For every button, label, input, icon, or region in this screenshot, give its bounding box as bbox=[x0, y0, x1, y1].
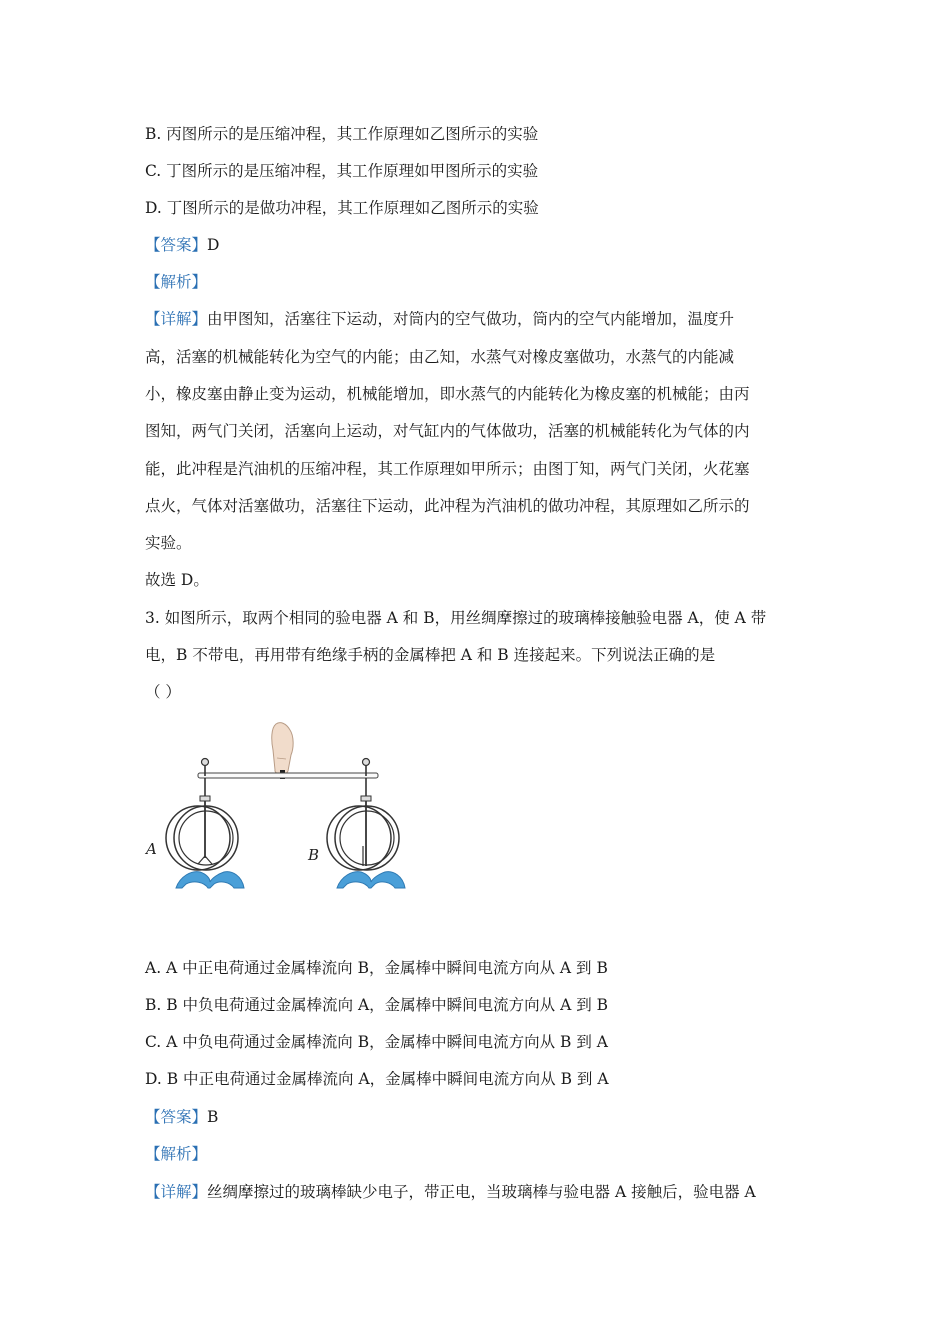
electroscope-figure bbox=[140, 718, 410, 908]
q3-option-c: C. A 中负电荷通过金属棒流向 B，金属棒中瞬间电流方向从 B 到 A bbox=[145, 1033, 608, 1051]
answer-label: 【答案】 bbox=[145, 1108, 208, 1126]
q2-option-c: C. 丁图所示的是压缩冲程，其工作原理如甲图所示的实验 bbox=[145, 162, 539, 180]
q3-stem-line: （ ） bbox=[145, 683, 181, 701]
answer-value: B bbox=[207, 1108, 219, 1126]
metal-rod bbox=[198, 773, 378, 778]
q2-detail-line: 高，活塞的机械能转化为空气的内能；由乙知，水蒸气对橡皮塞做功，水蒸气的内能减 bbox=[145, 348, 735, 366]
q2-detail-line: 点火，气体对活塞做功，活塞往下运动，此冲程为汽油机的做功冲程，其原理如乙所示的 bbox=[145, 497, 750, 515]
q2-detail-line: 实验。 bbox=[145, 534, 192, 552]
q3-option-d: D. B 中正电荷通过金属棒流向 A，金属棒中瞬间电流方向从 B 到 A bbox=[145, 1070, 609, 1088]
detail-label: 【详解】 bbox=[145, 310, 208, 328]
q3-detail-line bbox=[145, 1182, 756, 1202]
q3-option-b: B. B 中负电荷通过金属棒流向 A，金属棒中瞬间电流方向从 A 到 B bbox=[145, 996, 609, 1014]
answer-value: D bbox=[207, 236, 220, 254]
q2-option-d: D. 丁图所示的是做功冲程，其工作原理如乙图所示的实验 bbox=[145, 199, 539, 217]
q2-analysis-label: 【解析】 bbox=[145, 273, 208, 291]
q3-option-a: A. A 中正电荷通过金属棒流向 B，金属棒中瞬间电流方向从 A 到 B bbox=[145, 959, 608, 977]
detail-label: 【详解】 bbox=[145, 1183, 208, 1201]
hand-icon bbox=[272, 723, 293, 779]
label-b: B bbox=[308, 846, 320, 864]
q3-analysis-label: 【解析】 bbox=[145, 1145, 208, 1163]
detail-text: 丝绸摩擦过的玻璃棒缺少电子，带正电，当玻璃棒与验电器 A 接触后，验电器 A bbox=[207, 1183, 756, 1201]
q3-stem-line: 电，B 不带电，再用带有绝缘手柄的金属棒把 A 和 B 连接起来。下列说法正确的是 bbox=[145, 646, 716, 664]
q2-detail-line bbox=[145, 309, 734, 329]
q2-answer-row bbox=[145, 235, 219, 255]
answer-label: 【答案】 bbox=[145, 236, 208, 254]
q2-detail-line: 能，此冲程是汽油机的压缩冲程，其工作原理如甲所示；由图丁知，两气门关闭，火花塞 bbox=[145, 460, 750, 478]
label-a: A bbox=[146, 840, 157, 858]
q3-stem-line: 3. 如图所示，取两个相同的验电器 A 和 B，用丝绸摩擦过的玻璃棒接触验电器 A，使 A 带 bbox=[145, 609, 767, 627]
q2-option-b: B. 丙图所示的是压缩冲程，其工作原理如乙图所示的实验 bbox=[145, 125, 539, 143]
q2-detail-line: 小，橡皮塞由静止变为运动，机械能增加，即水蒸气的内能转化为橡皮塞的机械能；由丙 bbox=[145, 385, 750, 403]
q2-conclusion: 故选 D。 bbox=[145, 571, 209, 589]
q3-answer-row bbox=[145, 1107, 218, 1127]
detail-text: 由甲图知，活塞往下运动，对筒内的空气做功，筒内的空气内能增加，温度升 bbox=[207, 310, 735, 328]
q2-detail-line: 图知，两气门关闭，活塞向上运动，对气缸内的气体做功，活塞的机械能转化为气体的内 bbox=[145, 422, 750, 440]
